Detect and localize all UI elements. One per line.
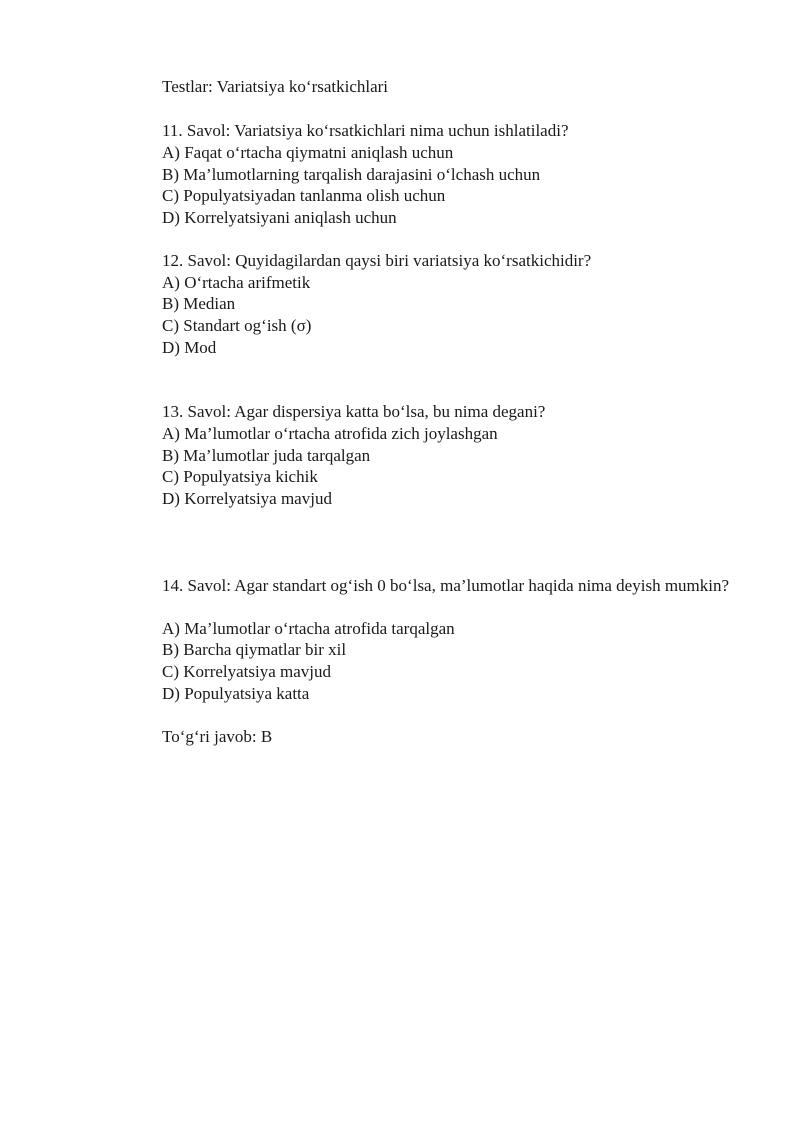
- question-11-option-c: C) Populyatsiyadan tanlanma olish uchun: [162, 186, 446, 205]
- question-11-option-d: D) Korrelyatsiyani aniqlash uchun: [162, 208, 397, 227]
- question-11-text: 11. Savol: Variatsiya ko‘rsatkichlari nima uchun ishlatiladi?: [162, 121, 569, 140]
- correct-answer: To‘g‘ri javob: B: [162, 727, 273, 746]
- question-12-option-a: A) O‘rtacha arifmetik: [162, 273, 311, 292]
- document-title: Testlar: Variatsiya ko‘rsatkichlari: [162, 77, 389, 96]
- question-13-option-b: B) Ma’lumotlar juda tarqalgan: [162, 446, 371, 465]
- question-12-option-d: D) Mod: [162, 338, 217, 357]
- question-11-option-a: A) Faqat o‘rtacha qiymatni aniqlash uchun: [162, 143, 454, 162]
- question-12-option-b: B) Median: [162, 294, 236, 313]
- question-12-option-c: C) Standart og‘ish (σ): [162, 316, 312, 335]
- question-13-text: 13. Savol: Agar dispersiya katta bo‘lsa, bu nima degani?: [162, 402, 546, 421]
- question-13-option-d: D) Korrelyatsiya mavjud: [162, 489, 332, 508]
- question-11-option-b: B) Ma’lumotlarning tarqalish darajasini o‘lchash uchun: [162, 165, 541, 184]
- question-14-option-c: C) Korrelyatsiya mavjud: [162, 662, 332, 681]
- question-13-option-c: C) Populyatsiya kichik: [162, 467, 318, 486]
- question-12-text: 12. Savol: Quyidagilardan qaysi biri variatsiya ko‘rsatkichidir?: [162, 251, 592, 270]
- question-14-option-d: D) Populyatsiya katta: [162, 684, 310, 703]
- question-14-option-a: A) Ma’lumotlar o‘rtacha atrofida tarqalgan: [162, 619, 455, 638]
- question-13-option-a: A) Ma’lumotlar o‘rtacha atrofida zich joylashgan: [162, 424, 498, 443]
- question-14-option-b: B) Barcha qiymatlar bir xil: [162, 640, 347, 659]
- question-14-text: 14. Savol: Agar standart og‘ish 0 bo‘lsa, ma’lumotlar haqida nima deyish mumkin?: [162, 576, 730, 595]
